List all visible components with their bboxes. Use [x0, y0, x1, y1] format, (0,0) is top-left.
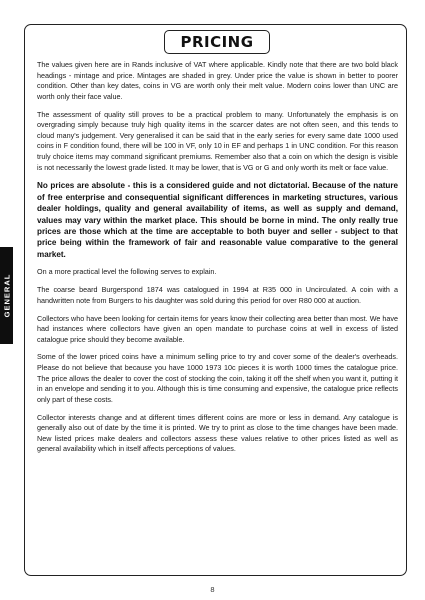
paragraph-collectors: Collectors who have been looking for certain items for years know their collecting area better than most. We have had instances where collectors have given an open mandate to purchase coins at well in excess of listed catalogue price should they become available.	[37, 313, 398, 344]
page-title: PRICING	[180, 33, 254, 51]
paragraph-practical: On a more practical level the following serves to explain.	[37, 267, 217, 277]
paragraph-interests: Collector interests change and at different times different coins are more or less in demand. Any catalogue is generally also out of date by the time it is printed. We try to print as close to the time changes have been made. New listed prices make dealers and collectors assess these values relative to other prices listed as well as general availability which in itself affects perceptions of values.	[37, 412, 398, 454]
paragraph-values: The values given here are in Rands inclusive of VAT where applicable. Kindly note that there are two bold black headings - mintage and price. Mintages are shaded in grey. Under price the value is shown in better to poorer condition. Other than key dates, coins in VG are worth only their melt value. Modern coins lower than UNC are worth only their face value.	[37, 60, 398, 101]
section-side-tab	[0, 247, 13, 344]
paragraph-quality: The assessment of quality still proves to be a practical problem to many. Unfortunately the emphasis is on overgrading simply because truly high quality items in the scarcer dates are not often seen, and this tends to cloud many's judgement. Very generalised it can be said that in the early series for every same date 1000 used coins in F condition found, there will be 100 in VF, only 10 in EF and perhaps 1 in UNC condition. For this reason truly choice items may command significant premiums. Remember also that a coin on which the design is visible is not necessarily the lowest grade listed. It may be lower, that is VG or G and only worth its melt or face value.	[37, 109, 398, 172]
paragraph-disclaimer: No prices are absolute - this is a considered guide and not dictatorial. Because of the nature of free enterprise and consequential significant differences in marketing structures, various dealer holdings, quality and general availability of items, as well as supply and demand, values may vary within the market place. This should be borne in mind. The only really true prices are those which at the time are acceptable to both buyer and seller - subject to that price being within the framework of fair and reasonable value comparative to the general market.	[37, 181, 398, 259]
page-number: 8	[210, 585, 215, 594]
side-tab-label: GENERAL	[2, 273, 12, 318]
paragraph-burgerspond: The coarse beard Burgerspond 1874 was catalogued in 1994 at R35 000 in Uncirculated. A coin with a handwritten note from Burgers to his daughter was sold during this period for over R80 000 at auction.	[37, 285, 398, 305]
title-box	[164, 30, 270, 54]
body-text	[37, 60, 398, 462]
paragraph-minimum-price: Some of the lower priced coins have a minimum selling price to try and cover some of the dealer's overheads. Please do not believe that because you have 1000 1973 10c pieces it is worth 1000 times the catalogue price. The price allows the dealer to cover the cost of stocking the coin, taking it off the shelf when you want it, putting it in an envelope and sending it to you. Although this is time consuming and expensive, the catalogue price reflects only part of these costs.	[37, 352, 398, 404]
